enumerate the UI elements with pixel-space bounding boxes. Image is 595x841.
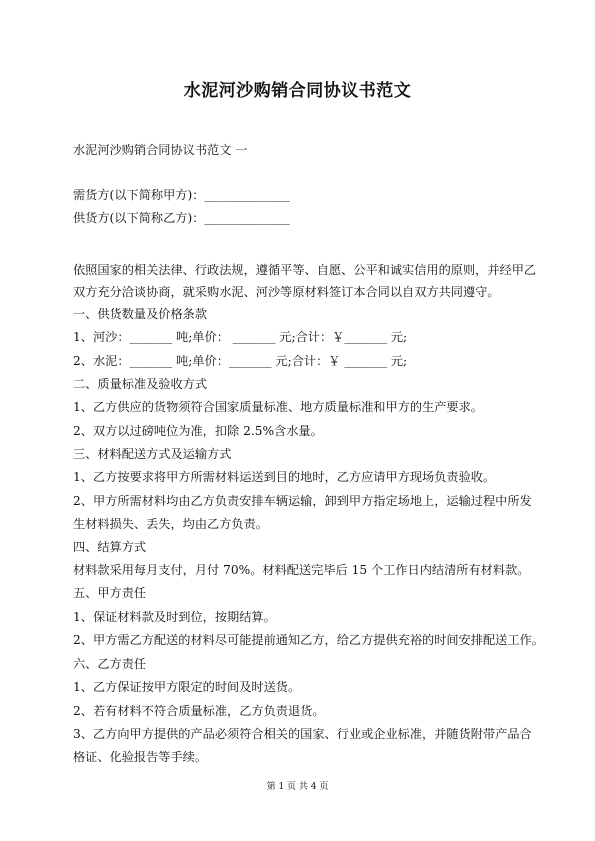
- section2-item-1: 1、乙方供应的货物须符合国家质量标准、地方质量标准和甲方的生产要求。: [73, 400, 483, 414]
- buyer-line: 需货方(以下简称甲方)：______________: [73, 188, 290, 202]
- section6-item-3-line-2: 格证、化验报告等手续。: [73, 750, 208, 764]
- section2-item-2: 2、双方以过磅吨位为准，扣除 2.5%含水量。: [73, 424, 323, 438]
- intro-line-1: 依照国家的相关法律、行政法规，遵循平等、自愿、公平和诚实信用的原则，并经甲乙: [73, 263, 537, 277]
- section3-item-2-line-1: 2、甲方所需材料均由乙方负责安排车辆运输，卸到甲方指定场地上，运输过程中所发: [73, 494, 532, 508]
- section4-item-1: 材料款采用每月支付，月付 70%。材料配送完毕后 15 个工作日内结清所有材料款。: [73, 563, 530, 577]
- section6-heading: 六、乙方责任: [73, 657, 147, 671]
- document-subtitle: 水泥河沙购销合同协议书范文 一: [73, 143, 248, 157]
- section5-item-2: 2、甲方需乙方配送的材料尽可能提前通知乙方，给乙方提供充裕的时间安排配送工作。: [73, 633, 544, 647]
- section6-item-1: 1、乙方保证按甲方限定的时间及时送货。: [73, 680, 301, 694]
- section2-heading: 二、质量标准及验收方式: [73, 377, 208, 391]
- section6-item-3-line-1: 3、乙方向甲方提供的产品必须符合相关的国家、行业或企业标准，并随货附带产品合: [73, 727, 532, 741]
- page-footer: 第 1 页 共 4 页: [266, 782, 329, 792]
- intro-line-2: 双方充分洽谈协商，就采购水泥、河沙等原材料签订本合同以自双方共同遵守。: [73, 285, 500, 299]
- section1-heading: 一、供货数量及价格条款: [73, 307, 208, 321]
- section3-heading: 三、材料配送方式及运输方式: [73, 447, 232, 461]
- section6-item-2: 2、若有材料不符合质量标准，乙方负责退货。: [73, 704, 325, 718]
- section5-item-1: 1、保证材料款及时到位，按期结算。: [73, 610, 276, 624]
- section3-item-2-line-2: 生材料损失、丢失，均由乙方负责。: [73, 517, 268, 531]
- section4-heading: 四、结算方式: [73, 540, 147, 554]
- supplier-line: 供货方(以下简称乙方)：______________: [73, 211, 290, 225]
- document-title: 水泥河沙购销合同协议书范文: [183, 81, 412, 101]
- section3-item-1: 1、乙方按要求将甲方所需材料运送到目的地时，乙方应请甲方现场负责验收。: [73, 470, 496, 484]
- section1-item-1: 1、河沙：_______ 吨;单价： _______ 元;合计：￥_______ 元;: [73, 330, 408, 344]
- section1-item-2: 2、水泥：_______ 吨;单价：_______ 元;合计：￥ _______ 元;: [73, 354, 408, 368]
- section5-heading: 五、甲方责任: [73, 586, 147, 600]
